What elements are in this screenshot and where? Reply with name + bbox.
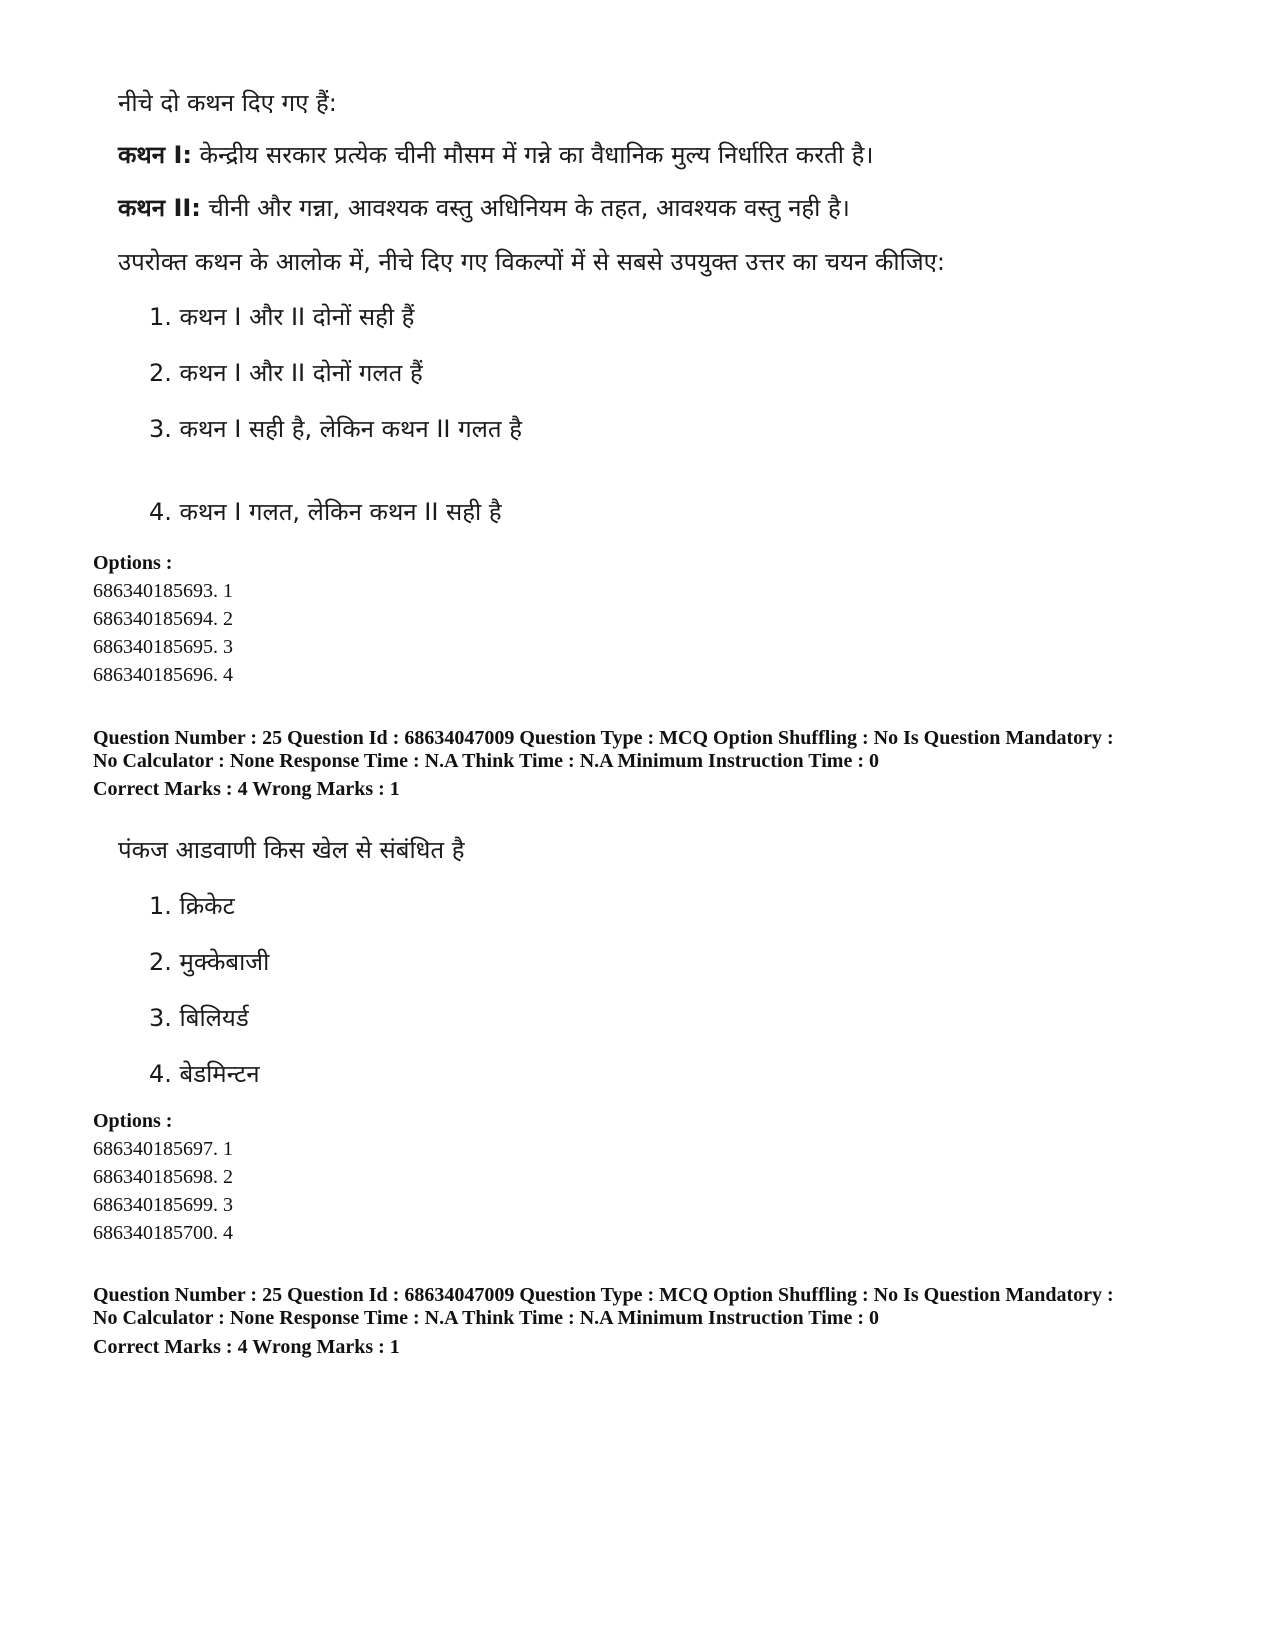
q1-instruction: उपरोक्त कथन के आलोक में, नीचे दिए गए विकल्पों में से सबसे उपयुक्त उत्तर का चयन कीजिए: — [118, 248, 945, 276]
q3-marks: Correct Marks : 4 Wrong Marks : 1 — [93, 1336, 400, 1358]
q2-choice-1: 1. क्रिकेट — [149, 892, 235, 920]
q1-statement-1 — [118, 138, 873, 171]
q2-stem: पंकज आडवाणी किस खेल से संबंधित है — [118, 836, 465, 864]
q1-option-4: 686340185696. 4 — [93, 664, 233, 686]
q1-choice-3: 3. कथन I सही है, लेकिन कथन II गलत है — [149, 415, 522, 443]
q2-option-4: 686340185700. 4 — [93, 1222, 233, 1244]
q2-marks: Correct Marks : 4 Wrong Marks : 1 — [93, 778, 400, 800]
q2-options-label: Options : — [93, 1110, 173, 1132]
q1-choice-2: 2. कथन I और II दोनों गलत हैं — [149, 359, 423, 387]
q2-choice-3: 3. बिलियर्ड — [149, 1004, 249, 1032]
q2-meta-line-2: No Calculator : None Response Time : N.A Think Time : N.A Minimum Instruction Time : 0 — [93, 750, 879, 772]
q1-statement-2 — [118, 191, 850, 224]
q1-intro: नीचे दो कथन दिए गए हैं: — [118, 89, 337, 117]
statement-1-label: कथन I: — [118, 141, 192, 169]
q1-options-label: Options : — [93, 552, 173, 574]
q1-option-1: 686340185693. 1 — [93, 580, 233, 602]
q2-choice-4: 4. बेडमिन्टन — [149, 1060, 260, 1088]
statement-2-label: कथन II: — [118, 194, 201, 222]
statement-1-text: केन्द्रीय सरकार प्रत्येक चीनी मौसम में गन्ने का वैधानिक मुल्य निर्धारित करती है। — [191, 141, 874, 169]
q1-choice-4: 4. कथन I गलत, लेकिन कथन II सही है — [149, 498, 502, 526]
q3-meta-line-2: No Calculator : None Response Time : N.A Think Time : N.A Minimum Instruction Time : 0 — [93, 1307, 879, 1329]
q2-meta-line-1: Question Number : 25 Question Id : 68634047009 Question Type : MCQ Option Shuffling : No Is Question Mandatory : — [93, 727, 1114, 749]
q2-option-1: 686340185697. 1 — [93, 1138, 233, 1160]
statement-2-text: चीनी और गन्ना, आवश्यक वस्तु अधिनियम के तहत, आवश्यक वस्तु नही है। — [200, 194, 850, 222]
q2-option-3: 686340185699. 3 — [93, 1194, 233, 1216]
q1-option-2: 686340185694. 2 — [93, 608, 233, 630]
q3-meta-line-1: Question Number : 25 Question Id : 68634047009 Question Type : MCQ Option Shuffling : No Is Question Mandatory : — [93, 1284, 1114, 1306]
q1-choice-1: 1. कथन I और II दोनों सही हैं — [149, 303, 415, 331]
q1-option-3: 686340185695. 3 — [93, 636, 233, 658]
q2-choice-2: 2. मुक्केबाजी — [149, 948, 270, 976]
q2-option-2: 686340185698. 2 — [93, 1166, 233, 1188]
